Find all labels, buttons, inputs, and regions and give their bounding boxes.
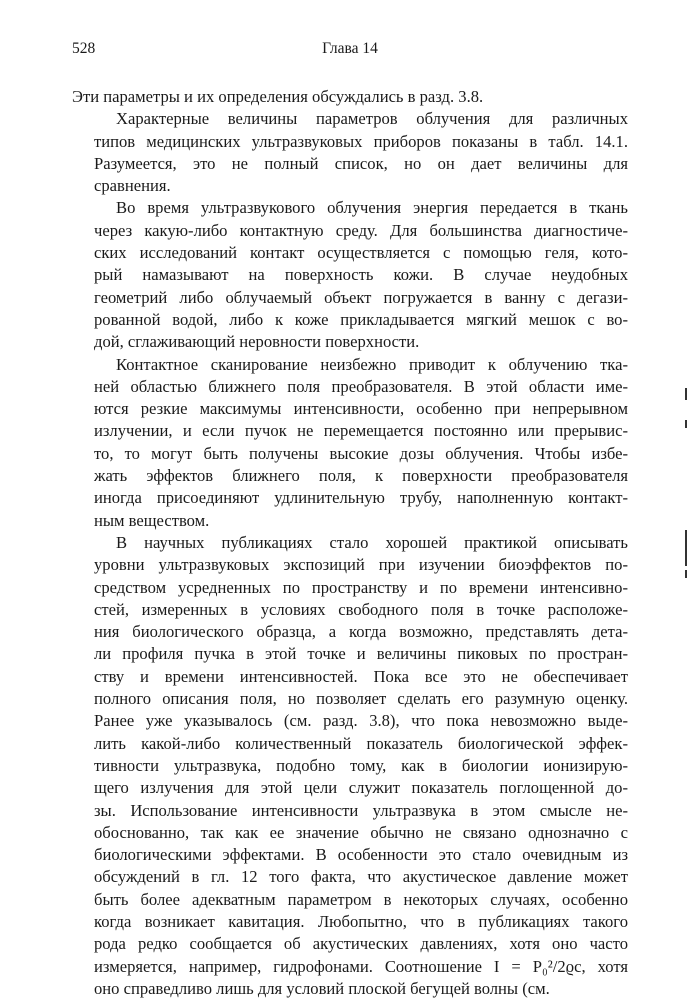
- text-line: стей, измеренных в условиях свободного поля в точке расположе-: [94, 599, 628, 619]
- text-line: ния биологического образца, а когда возможно, представлять дета-: [94, 622, 628, 642]
- scan-edge-marks: [681, 0, 691, 1000]
- text-line: ли профиля пучка в этой точке и величины пиковых по простран-: [94, 644, 628, 664]
- text-line: иногда присоединяют удлинительную трубу, наполненную контакт-: [94, 488, 628, 508]
- edge-mark: [685, 388, 687, 400]
- paragraph: [72, 197, 628, 353]
- text-line: обоснованно, так как ее значение обычно не связано однозначно с: [94, 822, 628, 842]
- text-line: лить какой-либо количественный показатель биологической эффек-: [94, 733, 628, 753]
- text-line: ней областью ближнего поля преобразователя. В этой области име-: [94, 376, 628, 396]
- text-line: сравнения.: [94, 176, 171, 196]
- text-line: тивности ультразвука, подобно тому, как в биологии ионизирую-: [94, 755, 628, 775]
- page-header: [72, 40, 628, 62]
- edge-mark: [685, 420, 687, 428]
- text-line: рый намазывают на поверхность кожи. В случае неудобных: [94, 265, 628, 285]
- text-line: измеряется, например, гидрофонами. Соотношение I = P₀²/2ϱc, хотя: [94, 956, 628, 976]
- text-line: оно справедливо лишь для условий плоской бегущей волны (см.: [94, 978, 550, 998]
- text-line: быть более адекватным параметром в некоторых случаях, особенно: [94, 889, 628, 909]
- paragraph: [72, 86, 628, 108]
- text-line: геометрий либо облучаемый объект погружается в ванну с дегази-: [94, 287, 628, 307]
- text-line: В научных публикациях стало хорошей практикой описывать: [116, 532, 628, 552]
- text-line: излучении, и если пучок не перемещается постоянно или прерывис-: [94, 421, 628, 441]
- text-line: Разумеется, это не полный список, но он дает величины для: [94, 153, 628, 173]
- text-line: дой, сглаживающий неровности поверхности.: [94, 332, 420, 352]
- text-line: рованной водой, либо к коже прикладывается мягкий мешок с во-: [94, 309, 628, 329]
- text-line: ются резкие максимумы интенсивности, особенно при непрерывном: [94, 399, 628, 419]
- text-line: ских исследований контакт осуществляется с помощью геля, кото-: [94, 243, 628, 263]
- body-text: [72, 86, 628, 1000]
- text-line: когда возникает кавитация. Любопытно, что в публикациях такого: [94, 911, 628, 931]
- text-line: биологическими эффектами. В особенности это стало очевидным из: [94, 845, 628, 865]
- running-head: Глава 14: [322, 40, 378, 57]
- text-line: Во время ультразвукового облучения энергия передается в ткань: [116, 198, 628, 218]
- edge-mark: [685, 530, 687, 566]
- text-line: щего излучения для этой цели служит показатель поглощенной до-: [94, 778, 628, 798]
- text-line: то, то могут быть получены высокие дозы облучения. Чтобы избе-: [94, 443, 628, 463]
- text-line: средством усредненных по пространству и по времени интенсивно-: [94, 577, 628, 597]
- text-line: уровни ультразвуковых экспозиций при изучении биоэффектов по-: [94, 555, 628, 575]
- text-line: ству и времени интенсивностей. Пока все это не обеспечивает: [94, 666, 628, 686]
- text-line: Характерные величины параметров облучения для различных: [116, 109, 628, 129]
- text-line: ным веществом.: [94, 510, 210, 530]
- text-line: жать эффектов ближнего поля, к поверхности преобразователя: [94, 466, 628, 486]
- text-line: рода редко сообщается об акустических давлениях, хотя оно часто: [94, 934, 628, 954]
- text-line: через какую-либо контактную среду. Для большинства диагностиче-: [94, 220, 628, 240]
- text-line: зы. Использование интенсивности ультразвука в этом смысле не-: [94, 800, 628, 820]
- text-line: обсуждений в гл. 12 того факта, что акустическое давление может: [94, 867, 628, 887]
- text-line: Ранее уже указывалось (см. разд. 3.8), что пока невозможно выде-: [94, 711, 628, 731]
- edge-mark: [685, 570, 687, 578]
- paragraph: [72, 108, 628, 197]
- text-line: Контактное сканирование неизбежно приводит к облучению тка-: [116, 354, 628, 374]
- text-line: типов медицинских ультразвуковых приборов показаны в табл. 14.1.: [94, 131, 628, 151]
- text-line: полного описания поля, но позволяет сделать его разумную оценку.: [94, 689, 628, 709]
- paragraph: [72, 532, 628, 1000]
- page-number: 528: [72, 40, 96, 57]
- text-line: Эти параметры и их определения обсуждались в разд. 3.8.: [72, 87, 484, 106]
- paragraph: [72, 354, 628, 532]
